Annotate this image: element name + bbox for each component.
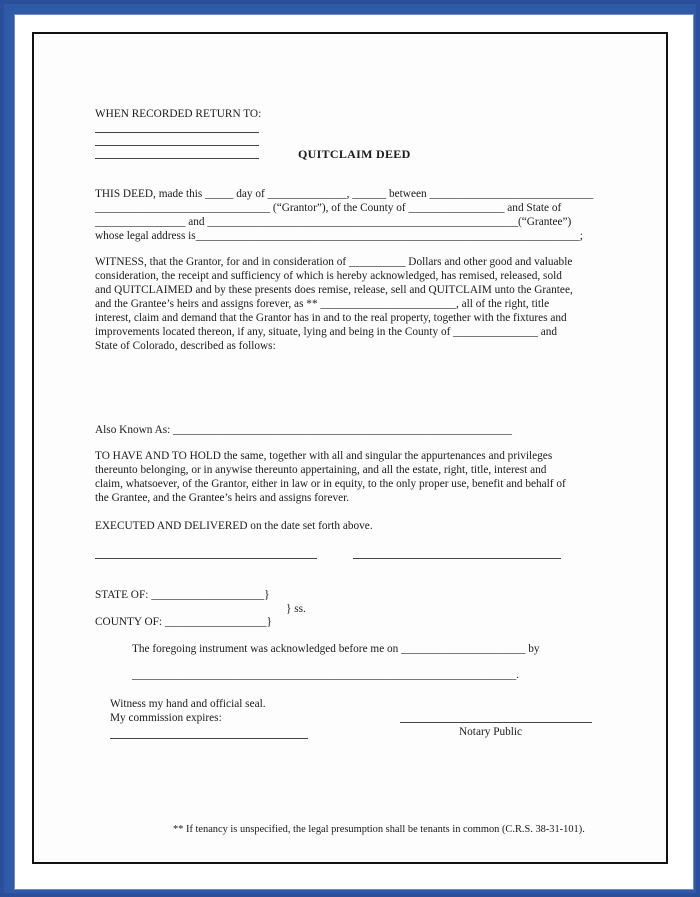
deed-line: whose legal address is____________________________________________________________________;: [95, 230, 583, 242]
executed-statement: EXECUTED AND DELIVERED on the date set forth above.: [95, 520, 373, 532]
state-of: STATE OF: ____________________}: [95, 589, 270, 601]
recorded-return-label: WHEN RECORDED RETURN TO:: [95, 108, 262, 120]
witness-line: WITNESS, that the Grantor, for and in consideration of __________ Dollars and other good and valuable: [95, 256, 573, 268]
commission-date-line[interactable]: [110, 738, 308, 739]
witness-line: consideration, the receipt and sufficiency of which is hereby acknowledged, has remised, released, sold: [95, 270, 562, 282]
ss-mark: } ss.: [286, 603, 306, 615]
acknowledged-end-line: ____________________________________________________________________.: [132, 669, 519, 681]
habendum-line: thereunto belonging, or in anywise thereunto appertaining, and all the estate, right, title, interest and: [95, 464, 547, 476]
habendum-line: the Grantee, and the Grantee’s heirs and assigns forever.: [95, 492, 350, 504]
county-of: COUNTY OF: __________________}: [95, 616, 272, 628]
deed-line: THIS DEED, made this _____ day of ______________, ______ between _____________________________: [95, 188, 594, 200]
commission-expires: My commission expires:: [110, 712, 222, 724]
footnote: ** If tenancy is unspecified, the legal presumption shall be tenants in common (C.R.S. 38-31-101).: [173, 824, 585, 835]
deed-line: _______________________________ (“Grantor”), of the County of _________________ and State of: [95, 202, 562, 214]
witness-hand: Witness my hand and official seal.: [110, 698, 266, 710]
also-known-as: Also Known As: ____________________________________________________________: [95, 424, 513, 436]
notary-signature-line[interactable]: [400, 722, 592, 723]
deed-page: [32, 32, 668, 864]
document-title: QUITCLAIM DEED: [298, 147, 411, 161]
second-signature-line[interactable]: [353, 558, 561, 559]
return-line-1[interactable]: [95, 132, 259, 133]
witness-line: State of Colorado, described as follows:: [95, 340, 276, 352]
grantor-signature-line[interactable]: [95, 558, 317, 559]
return-line-3[interactable]: [95, 158, 259, 159]
witness-line: improvements located thereon, if any, situate, lying and being in the County of _______________ and: [95, 326, 558, 338]
notary-public-label: Notary Public: [459, 726, 523, 738]
witness-line: interest, claim and demand that the Grantor has in and to the real property, together with the fixtures and: [95, 312, 567, 324]
habendum-line: TO HAVE AND TO HOLD the same, together with all and singular the appurtenances and privileges: [95, 450, 553, 462]
return-line-2[interactable]: [95, 145, 259, 146]
witness-line: and the Grantee’s heirs and assigns forever, as ** ________________________, all of the right, title: [95, 298, 550, 310]
deed-line: ________________ and _______________________________________________________(“Grantee”): [95, 216, 572, 228]
habendum-line: claim, whatsoever, of the Grantor, either in law or in equity, to the only proper use, benefit and behalf of: [95, 478, 566, 490]
witness-line: and QUITCLAIMED and by these presents does remise, release, sell and QUITCLAIM unto the Grantee,: [95, 284, 573, 296]
acknowledged-statement: The foregoing instrument was acknowledged before me on ______________________ by: [132, 643, 540, 655]
